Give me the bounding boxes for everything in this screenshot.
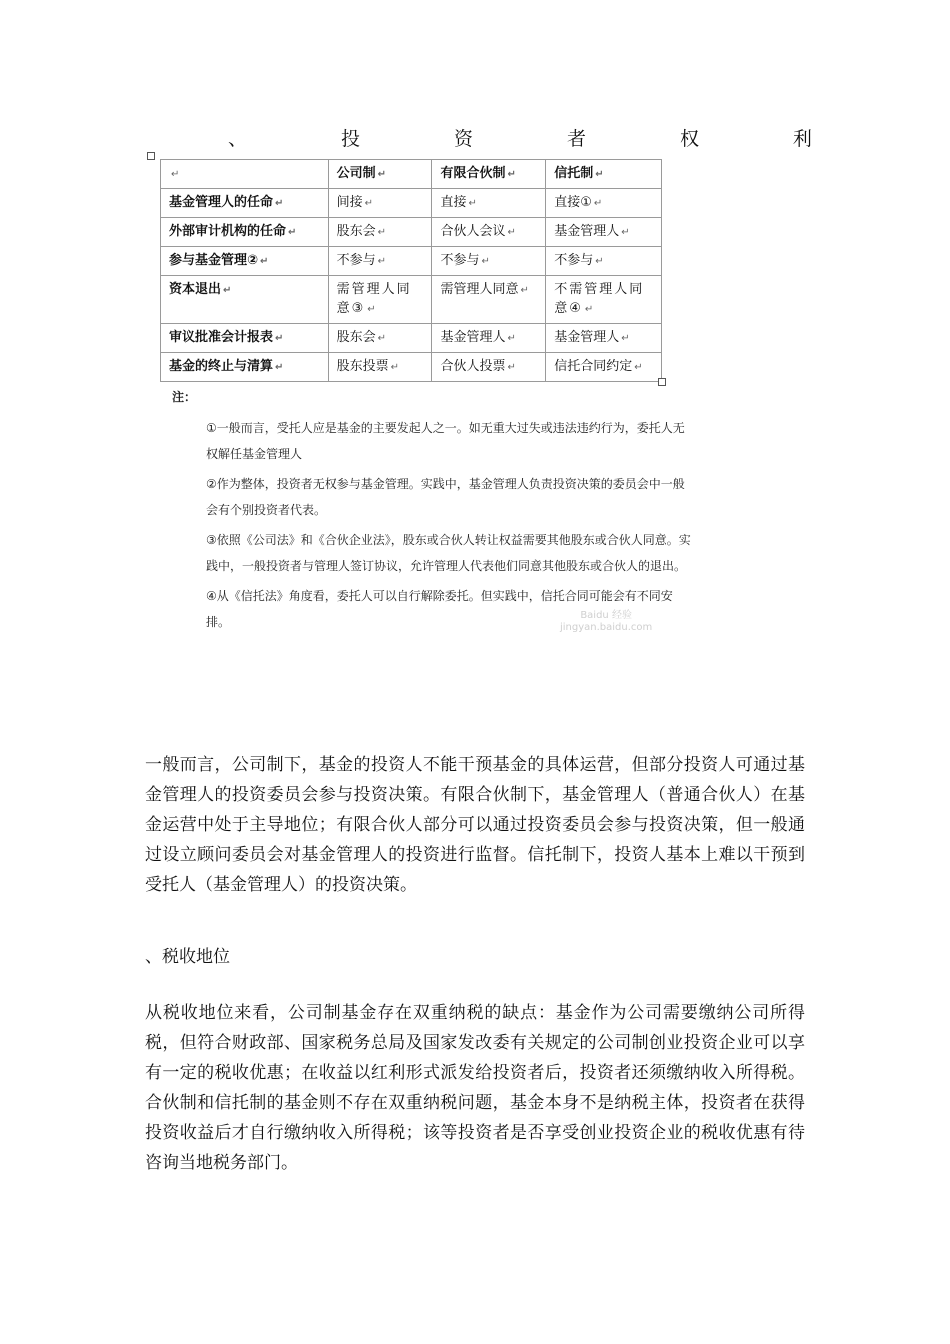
row-header: 审议批准会计报表 ↵ — [161, 324, 329, 353]
column-header: 公司制 ↵ — [328, 160, 432, 189]
table-cell: 基金管理人 ↵ — [546, 218, 662, 247]
table-row — [161, 189, 662, 218]
table-cell: 股东会 ↵ — [328, 218, 432, 247]
heading-char: 权 — [679, 128, 699, 150]
heading-char: 投 — [340, 128, 360, 150]
table-cell: 不需管理人同意④ ↵ — [546, 276, 662, 324]
table-cell: 不参与 ↵ — [432, 247, 546, 276]
table-row — [161, 247, 662, 276]
comparison-table-image — [160, 159, 662, 382]
section-heading — [228, 124, 812, 151]
section-subheading: 、税收地位 — [145, 947, 230, 967]
table-row — [161, 276, 662, 324]
column-header: 信托制 ↵ — [546, 160, 662, 189]
table-header-row — [161, 160, 662, 189]
table-cell: 不参与 ↵ — [546, 247, 662, 276]
table-cell: 不参与 ↵ — [328, 247, 432, 276]
table-cell: 合伙人会议 ↵ — [432, 218, 546, 247]
table-row — [161, 324, 662, 353]
fund-structure-table — [160, 159, 662, 382]
table-cell: 信托合同约定 ↵ — [546, 353, 662, 382]
body-paragraph: 从税收地位来看，公司制基金存在双重纳税的缺点：基金作为公司需要缴纳公司所得税，但符合财政部、国家税务总局及国家发改委有关规定的公司制创业投资企业可以享有一定的税收优惠；在收益以红利形式派发给投资者后，投资者还须缴纳收入所得税。合伙制和信托制的基金则不存在双重纳税问题，基金本身不是纳税主体，投资者在获得投资收益后才自行缴纳收入所得税；该等投资者是否享受创业投资企业的税收优惠有待咨询当地税务部门。 — [145, 1003, 805, 1173]
table-cell: 直接 ↵ — [432, 189, 546, 218]
heading-char: 、 — [228, 128, 248, 150]
table-corner-cell: ↵ — [161, 160, 329, 189]
row-header: 外部审计机构的任命 ↵ — [161, 218, 329, 247]
heading-char: 者 — [566, 128, 586, 150]
table-row — [161, 353, 662, 382]
note-item: ①一般而言，受托人应是基金的主要发起人之一。如无重大过失或违法违约行为，委托人无权解任基金管理人 — [206, 421, 685, 461]
body-paragraph: 一般而言，公司制下，基金的投资人不能干预基金的具体运营，但部分投资人可通过基金管理人的投资委员会参与投资决策。有限合伙制下，基金管理人（普通合伙人）在基金运营中处于主导地位；有限合伙人部分可以通过投资委员会参与投资决策，但一般通过设立顾问委员会对基金管理人的投资进行监督。信托制下，投资人基本上难以干预到受托人（基金管理人）的投资决策。 — [145, 755, 805, 895]
watermark-logo — [560, 610, 652, 634]
watermark-line: Baidu 经验 — [580, 610, 632, 621]
table-cell: 基金管理人 ↵ — [546, 324, 662, 353]
row-header: 资本退出 ↵ — [161, 276, 329, 324]
table-anchor-icon — [147, 152, 155, 160]
table-cell: 股东投票 ↵ — [328, 353, 432, 382]
notes-label: 注： — [172, 390, 197, 404]
table-cell: 需管理人同意③ ↵ — [328, 276, 432, 324]
note-item: ②作为整体，投资者无权参与基金管理。实践中，基金管理人负责投资决策的委员会中一般会有个别投资者代表。 — [206, 477, 685, 517]
table-row — [161, 218, 662, 247]
table-cell: 股东会 ↵ — [328, 324, 432, 353]
column-header: 有限合伙制 ↵ — [432, 160, 546, 189]
table-cell: 需管理人同意 ↵ — [432, 276, 546, 324]
note-item: ④从《信托法》角度看，委托人可以自行解除委托。但实践中，信托合同可能会有不同安排。 — [206, 589, 673, 629]
table-cell: 基金管理人 ↵ — [432, 324, 546, 353]
table-cell: 直接① ↵ — [546, 189, 662, 218]
watermark-line: jingyan.baidu.com — [560, 622, 653, 633]
heading-char: 资 — [453, 128, 473, 150]
row-header: 基金的终止与清算 ↵ — [161, 353, 329, 382]
note-item: ③依照《公司法》和《合伙企业法》，股东或合伙人转让权益需要其他股东或合伙人同意。实践中，一般投资者与管理人签订协议，允许管理人代表他们同意其他股东或合伙人的退出。 — [206, 533, 691, 573]
table-cell: 合伙人投票 ↵ — [432, 353, 546, 382]
table-notes — [172, 388, 692, 639]
table-cell: 间接 ↵ — [328, 189, 432, 218]
row-header: 基金管理人的任命 ↵ — [161, 189, 329, 218]
heading-char: 利 — [792, 128, 812, 150]
row-header: 参与基金管理② ↵ — [161, 247, 329, 276]
table-resize-handle — [658, 378, 666, 386]
